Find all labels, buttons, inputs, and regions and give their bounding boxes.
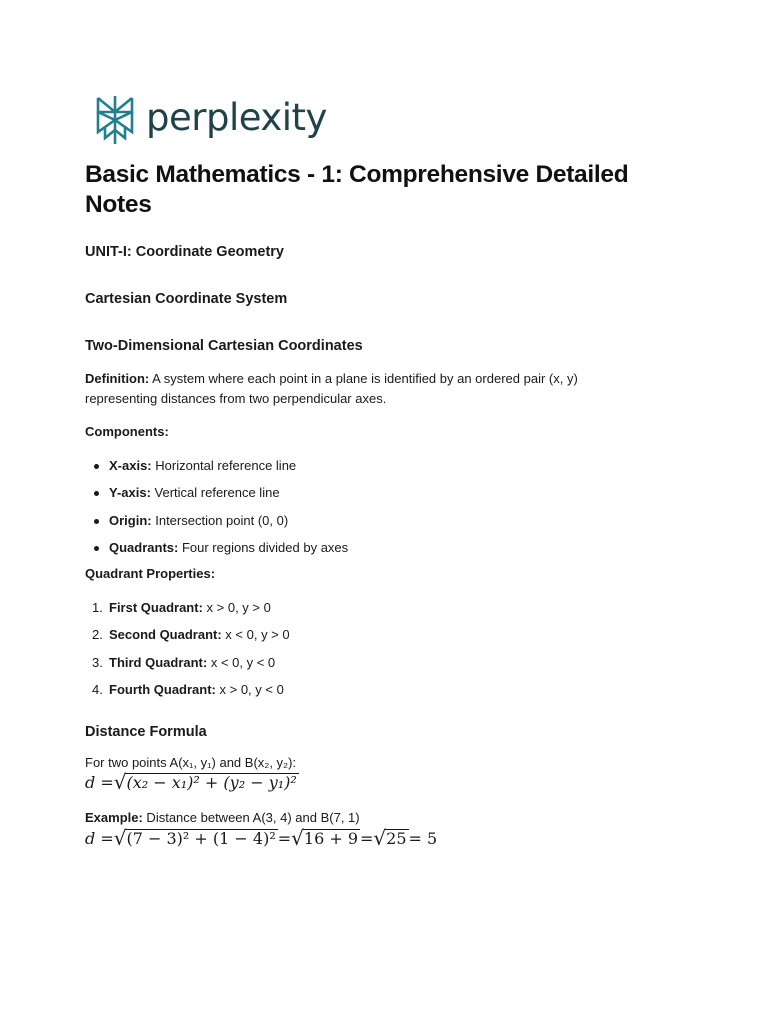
list-item-desc: Horizontal reference line	[151, 458, 297, 473]
list-item-desc: Vertical reference line	[150, 485, 280, 501]
radicand: 25	[386, 829, 407, 848]
square-root	[114, 828, 278, 848]
list-item	[85, 483, 585, 510]
page-title: Basic Mathematics - 1: Comprehensive Detailed Notes	[85, 161, 629, 218]
square-root	[373, 828, 408, 848]
radical-icon: √	[373, 826, 387, 850]
radicand: (7 − 3)² + (1 − 4)²	[126, 829, 276, 848]
example-formula	[85, 828, 437, 848]
list-item-term: Origin:	[109, 512, 152, 528]
list-item	[85, 456, 585, 483]
list-item-term: Y-axis:	[109, 485, 151, 501]
radical-icon: √	[113, 770, 127, 794]
components-list	[85, 456, 585, 566]
list-item-desc: x > 0, y < 0	[215, 682, 284, 698]
list-item	[85, 598, 585, 625]
definition-label: Definition:	[85, 371, 150, 386]
example-paragraph	[85, 810, 360, 825]
result: = 5	[408, 829, 438, 848]
list-item	[85, 538, 585, 565]
unit-heading: UNIT-I: Coordinate Geometry	[85, 244, 284, 260]
quadrant-properties-list	[85, 598, 585, 708]
list-item-term: Third Quadrant:	[109, 654, 208, 670]
section-heading: Cartesian Coordinate System	[85, 291, 288, 307]
radicand: 16 + 9	[303, 829, 359, 848]
list-item-desc: x < 0, y < 0	[207, 654, 276, 670]
distance-intro: For two points A(x₁, y₁) and B(x₂, y₂):	[85, 755, 297, 770]
list-item-number: 3.	[92, 654, 103, 670]
distance-formula-heading: Distance Formula	[85, 724, 207, 740]
formula-lhs: d =	[85, 829, 114, 848]
list-item-term: X-axis:	[109, 458, 152, 473]
equals-sign: =	[277, 829, 292, 848]
logo-wordmark: perplexity	[146, 95, 327, 139]
list-item	[85, 653, 585, 680]
list-item-number: 4.	[92, 682, 103, 698]
list-item-desc: Intersection point (0, 0)	[151, 512, 289, 528]
perplexity-logo	[94, 94, 327, 146]
example-text: Distance between A(3, 4) and B(7, 1)	[142, 810, 360, 825]
formula-lhs: d =	[85, 773, 114, 792]
square-root	[114, 772, 299, 792]
equals-sign: =	[360, 829, 374, 848]
perplexity-logo-icon	[94, 94, 136, 146]
list-item	[85, 625, 585, 652]
subsection-heading: Two-Dimensional Cartesian Coordinates	[85, 338, 363, 354]
list-item	[85, 511, 585, 538]
components-label: Components:	[85, 424, 169, 439]
definition-paragraph	[85, 369, 645, 409]
radical-icon: √	[113, 826, 127, 850]
definition-text: A system where each point in a plane is identified by an ordered pair (x, y) representing distances from two perpendicular axes.	[85, 371, 578, 406]
square-root	[291, 828, 360, 848]
radicand: (x₂ − x₁)² + (y₂ − y₁)²	[126, 773, 297, 792]
quadrant-properties-label: Quadrant Properties:	[85, 566, 216, 581]
list-item-desc: x > 0, y > 0	[202, 600, 271, 615]
list-item-term: Fourth Quadrant:	[109, 682, 216, 698]
list-item	[85, 680, 585, 707]
list-item-term: Second Quadrant:	[109, 627, 222, 643]
list-item-term: First Quadrant:	[109, 600, 203, 615]
list-item-desc: x < 0, y > 0	[221, 627, 290, 643]
radical-icon: √	[291, 826, 304, 850]
example-label: Example:	[85, 810, 143, 825]
list-item-term: Quadrants:	[109, 540, 179, 556]
distance-formula	[85, 772, 299, 792]
list-item-number: 2.	[92, 627, 103, 643]
list-item-number: 1.	[92, 600, 103, 615]
list-item-desc: Four regions divided by axes	[178, 540, 349, 556]
